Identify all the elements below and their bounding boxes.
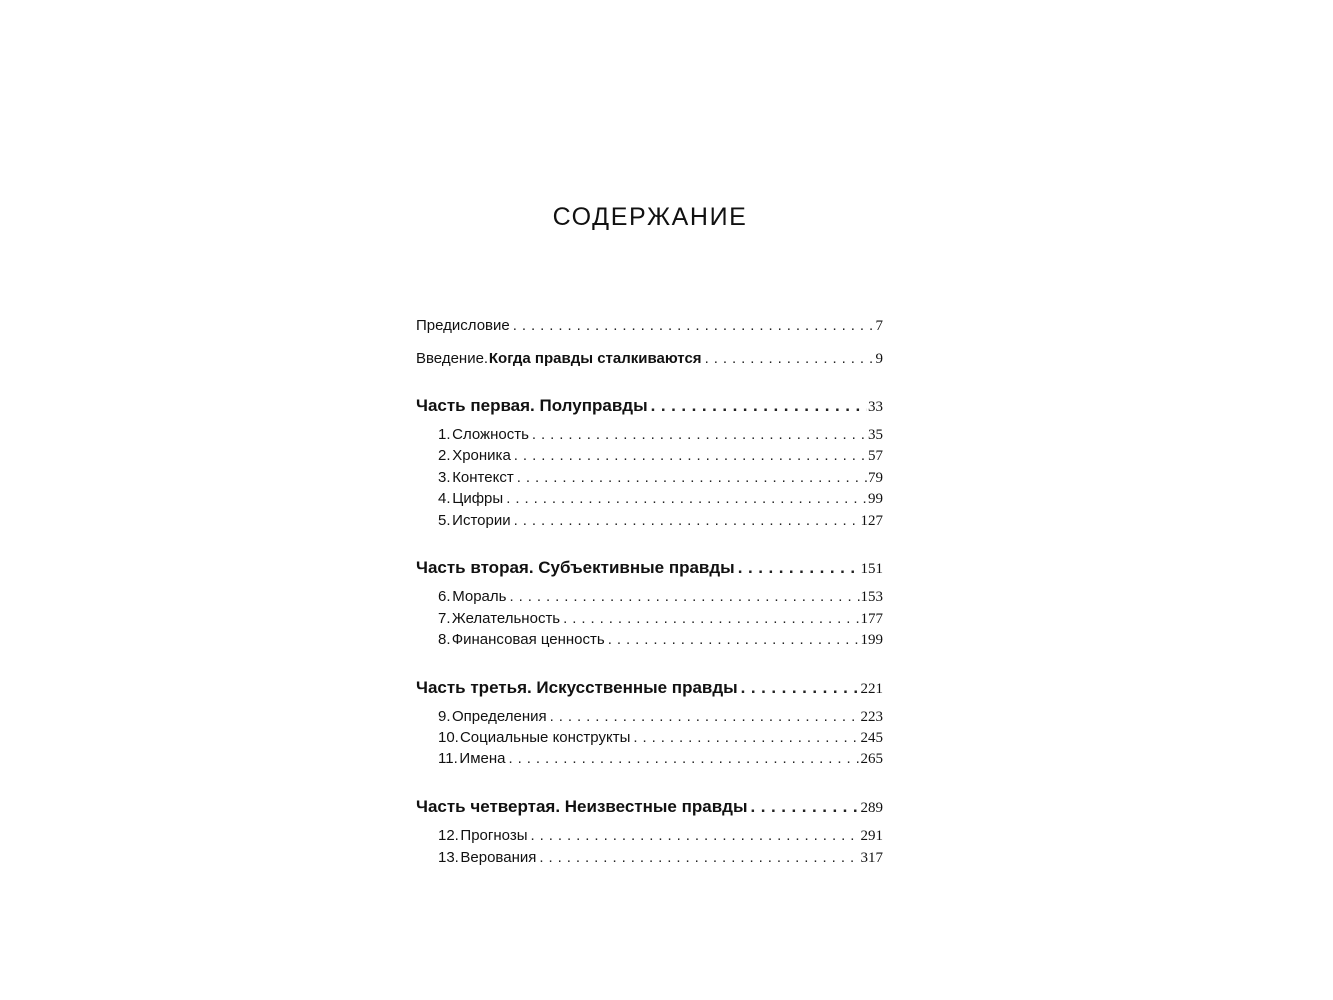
toc-chapter-11[interactable] — [438, 749, 883, 769]
toc-part-4[interactable] — [416, 796, 883, 819]
toc-chapter-7[interactable] — [438, 609, 883, 629]
chapter-label: Финансовая ценность — [451, 631, 605, 648]
toc-page-number: 7 — [875, 318, 883, 334]
chapter-number: 4. — [438, 490, 451, 507]
toc-page-number: 289 — [860, 800, 883, 816]
toc-part-title: Часть вторая. Субъективные правды — [416, 558, 735, 577]
toc-page-number: 245 — [860, 730, 883, 746]
chapter-number: 13. — [438, 849, 459, 866]
toc-page-number: 221 — [860, 681, 883, 697]
toc-page-number: 9 — [875, 351, 883, 367]
toc-page-number: 153 — [860, 589, 883, 605]
dot-leader — [508, 749, 859, 769]
dot-leader — [750, 796, 859, 818]
toc-part-title: Часть первая. Полуправды — [416, 396, 648, 415]
toc-page-number: 265 — [860, 751, 883, 767]
chapter-number: 8. — [438, 631, 451, 648]
dot-leader — [550, 707, 860, 727]
dot-leader — [539, 848, 859, 868]
dot-leader — [651, 395, 867, 417]
toc-page-number: 151 — [860, 561, 883, 577]
chapter-label: Контекст — [452, 469, 514, 486]
chapter-label: Имена — [459, 750, 506, 767]
toc-entry-preface[interactable] — [416, 316, 883, 336]
chapter-number: 5. — [438, 512, 451, 529]
dot-leader — [506, 489, 867, 509]
dot-leader — [517, 468, 867, 488]
toc-page-number: 99 — [868, 491, 883, 507]
chapter-number: 3. — [438, 469, 451, 486]
chapter-label: Определения — [451, 708, 547, 725]
toc-page-number: 79 — [868, 470, 883, 486]
toc-part-1[interactable] — [416, 395, 883, 418]
toc-chapter-12[interactable] — [438, 826, 883, 846]
chapter-number: 2. — [438, 447, 451, 464]
toc-chapter-6[interactable] — [438, 587, 883, 607]
toc-page-number: 127 — [860, 513, 883, 529]
chapter-label: Сложность — [452, 426, 529, 443]
toc-page-number: 35 — [868, 427, 883, 443]
dot-leader — [738, 557, 860, 579]
page-title: СОДЕРЖАНИЕ — [552, 203, 748, 231]
chapter-number: 10. — [438, 729, 459, 746]
toc-chapter-5[interactable] — [438, 511, 883, 531]
chapter-label: Мораль — [452, 588, 507, 605]
chapter-label: Цифры — [452, 490, 504, 507]
dot-leader — [532, 425, 867, 445]
toc-chapter-2[interactable] — [438, 446, 883, 466]
toc-page-number: 57 — [868, 448, 883, 464]
toc-page-number: 223 — [860, 709, 883, 725]
toc-entry-introduction[interactable] — [416, 349, 883, 369]
dot-leader — [509, 587, 859, 607]
toc-chapter-13[interactable] — [438, 848, 883, 868]
chapter-number: 1. — [438, 426, 451, 443]
dot-leader — [514, 511, 860, 531]
toc-part-title: Часть третья. Искусственные правды — [416, 678, 738, 697]
toc-page-number: 177 — [860, 611, 883, 627]
chapter-number: 9. — [438, 708, 451, 725]
dot-leader — [608, 630, 860, 650]
toc-chapter-10[interactable] — [438, 728, 883, 748]
dot-leader — [705, 349, 875, 369]
chapter-label: Истории — [452, 512, 511, 529]
chapter-label: Прогнозы — [460, 827, 528, 844]
chapter-number: 7. — [438, 610, 451, 627]
toc-entry-label: Когда правды сталкиваются — [488, 350, 702, 367]
chapter-label: Верования — [460, 849, 537, 866]
toc-chapter-3[interactable] — [438, 468, 883, 488]
dot-leader — [513, 316, 875, 336]
toc-part-title: Часть четвертая. Неизвестные правды — [416, 797, 748, 816]
toc-page-number: 33 — [868, 399, 883, 415]
toc-chapter-4[interactable] — [438, 489, 883, 509]
toc-part-3[interactable] — [416, 677, 883, 700]
chapter-number: 11. — [438, 750, 458, 767]
dot-leader — [633, 728, 859, 748]
dot-leader — [741, 677, 860, 699]
toc-page-number: 317 — [860, 850, 883, 866]
chapter-label: Хроника — [452, 447, 511, 464]
chapter-label: Социальные конструкты — [459, 729, 631, 746]
toc-page-number: 291 — [860, 828, 883, 844]
dot-leader — [514, 446, 867, 466]
toc-chapter-9[interactable] — [438, 707, 883, 727]
toc-part-2[interactable] — [416, 557, 883, 580]
dot-leader — [530, 826, 859, 846]
toc-entry-label: Предисловие — [416, 317, 510, 334]
toc-chapter-1[interactable] — [438, 425, 883, 445]
toc-chapter-8[interactable] — [438, 630, 883, 650]
chapter-label: Желательность — [451, 610, 561, 627]
toc-entry-prefix: Введение. — [416, 350, 489, 367]
chapter-number: 6. — [438, 588, 451, 605]
toc-page-number: 199 — [860, 632, 883, 648]
dot-leader — [563, 609, 859, 629]
chapter-number: 12. — [438, 827, 459, 844]
